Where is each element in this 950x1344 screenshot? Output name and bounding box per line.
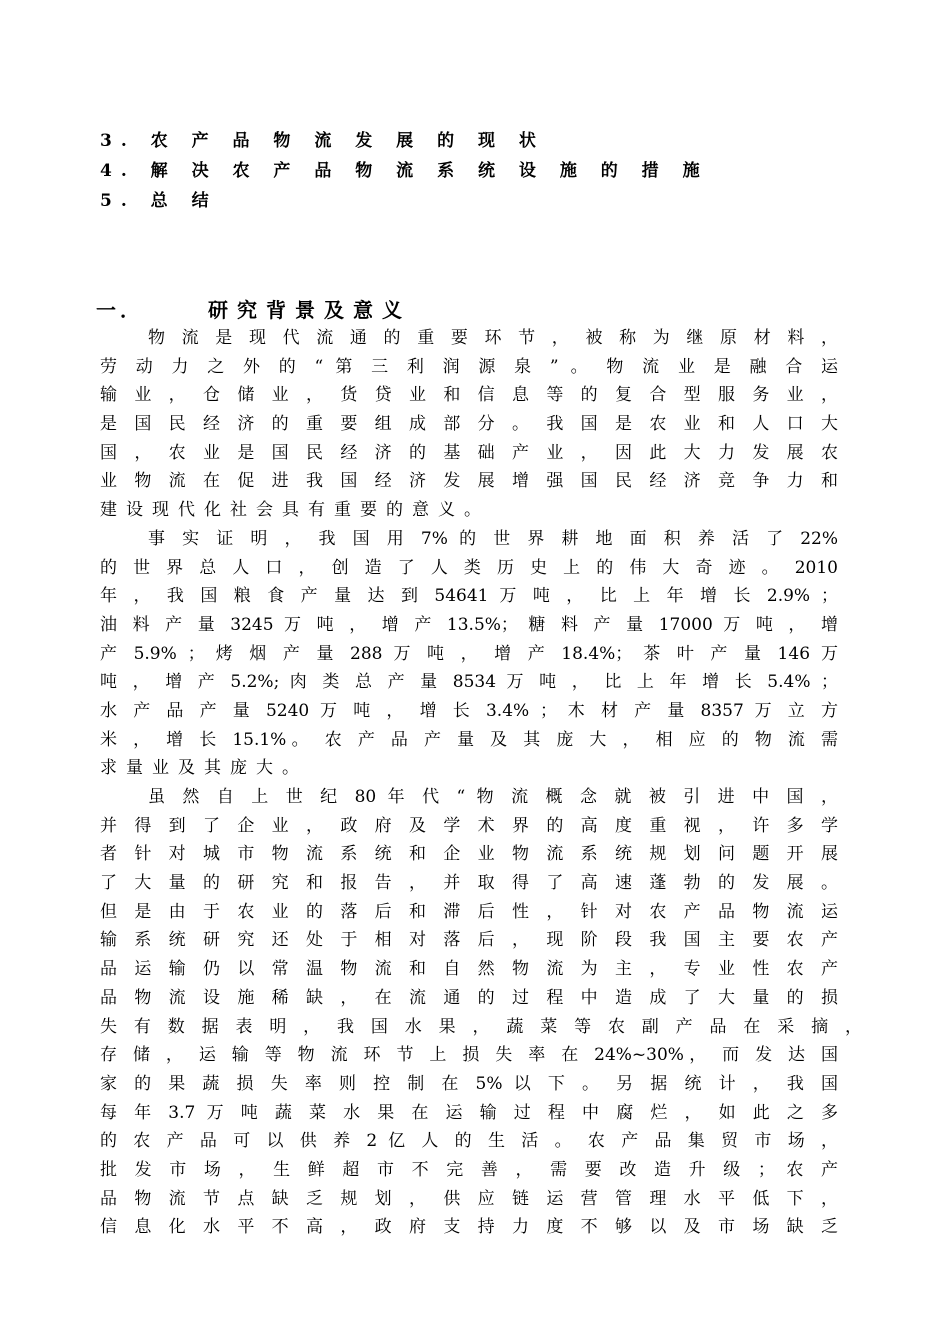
body-text	[100, 324, 862, 1242]
paragraph-1-line: 输 业 ， 仓 储 业 ， 货 贷 业 和 信 息 等 的 复 合 型 服 务 业 ，	[100, 385, 838, 406]
paragraph-3-line: 但 是 由 于 农 业 的 落 后 和 滞 后 性 ， 针 对 农 产 品 物 流 运	[100, 901, 838, 922]
paragraph-2-line: 米 ， 增 长 15.1%。 农 产 品 产 量 及 其 庞 大 ， 相 应 的 物 流 需	[100, 729, 838, 750]
outline-list	[100, 126, 860, 216]
section-heading	[96, 294, 411, 326]
paragraph-3-line: 每 年 3.7 万 吨 蔬 菜 水 果 在 运 输 过 程 中 腐 烂 ， 如 此 之 多	[100, 1102, 838, 1123]
paragraph-1-line: 物 流 是 现 代 流 通 的 重 要 环 节 ， 被 称 为 继 原 材 料 ，	[148, 328, 838, 348]
paragraph-3-line: 的 农 产 品 可 以 供 养 2 亿 人 的 生 活 。 农 产 品 集 贸 市 场 ，	[100, 1131, 838, 1152]
paragraph-3-line: 存 储 ， 运 输 等 物 流 环 节 上 损 失 率 在 24%~30%， 而 发 达 国	[100, 1045, 838, 1066]
paragraph-2-line: 吨 ， 增 产 5.2%; 肉 类 总 产 量 8534 万 吨 ， 比 上 年 增 长 5.4% ；	[100, 672, 838, 693]
paragraph-3-line: 了 大 量 的 研 究 和 报 告 ， 并 取 得 了 高 速 蓬 勃 的 发 展 。	[100, 873, 838, 894]
paragraph-1-line: 国 ， 农 业 是 国 民 经 济 的 基 础 产 业 ， 因 此 大 力 发 展 农	[100, 442, 838, 463]
paragraph-1-line: 建设现代化社会具有重要的意义。	[100, 500, 490, 521]
paragraph-3-line: 失 有 数 据 表 明 ， 我 国 水 果 ， 蔬 菜 等 农 副 产 品 在 采 摘 ，	[100, 1016, 862, 1037]
paragraph-3-line: 品 物 流 设 施 稀 缺 ， 在 流 通 的 过 程 中 造 成 了 大 量 的 损	[100, 987, 838, 1008]
paragraph-3-line: 输 系 统 研 究 还 处 于 相 对 落 后 ， 现 阶 段 我 国 主 要 农 产	[100, 930, 838, 951]
paragraph-1-line: 业 物 流 在 促 进 我 国 经 济 发 展 增 强 国 民 经 济 竞 争 力 和	[100, 471, 838, 492]
paragraph-2-line: 的 世 界 总 人 口 ， 创 造 了 人 类 历 史 上 的 伟 大 奇 迹 。 2010	[100, 557, 838, 578]
paragraph-3-line: 并 得 到 了 企 业 ， 政 府 及 学 术 界 的 高 度 重 视 ， 许 多 学	[100, 815, 838, 836]
section-number: 一．	[96, 298, 144, 322]
outline-item-3: 3. 农 产 品 物 流 发 展 的 现 状	[100, 131, 545, 151]
paragraph-3-line: 品 运 输 仍 以 常 温 物 流 和 自 然 物 流 为 主 ， 专 业 性 农 产	[100, 959, 838, 980]
paragraph-3-line: 批 发 市 场 ， 生 鲜 超 市 不 完 善 ， 需 要 改 造 升 级 ； 农 产	[100, 1159, 838, 1180]
paragraph-2-line: 产 5.9% ； 烤 烟 产 量 288 万 吨 ， 增 产 18.4%； 茶 叶 产 量 146 万	[100, 643, 838, 664]
paragraph-3-line: 虽 然 自 上 世 纪 80 年 代 “ 物 流 概 念 就 被 引 进 中 国 ，	[148, 787, 838, 807]
paragraph-3-line: 者 针 对 城 市 物 流 系 统 和 企 业 物 流 系 统 规 划 问 题 开 展	[100, 844, 838, 865]
paragraph-2-line: 事 实 证 明 ， 我 国 用 7% 的 世 界 耕 地 面 积 养 活 了 22%	[148, 528, 838, 549]
paragraph-1-line: 是 国 民 经 济 的 重 要 组 成 部 分 。 我 国 是 农 业 和 人 口 大	[100, 414, 838, 435]
paragraph-2-line: 油 料 产 量 3245 万 吨 ， 增 产 13.5%； 糖 料 产 量 17000 万 吨 ， 增	[100, 614, 838, 635]
paragraph-3-line: 品 物 流 节 点 缺 乏 规 划 ， 供 应 链 运 营 管 理 水 平 低 下 ，	[100, 1188, 838, 1209]
paragraph-1-line: 劳 动 力 之 外 的 “ 第 三 利 润 源 泉 ” 。 物 流 业 是 融 合 运	[100, 356, 838, 377]
paragraph-2-line: 水 产 品 产 量 5240 万 吨 ， 增 长 3.4% ； 木 材 产 量 8357 万 立 方	[100, 700, 838, 721]
paragraph-2-line: 年 ， 我 国 粮 食 产 量 达 到 54641 万 吨 ， 比 上 年 增 长 2.9% ；	[100, 586, 839, 607]
paragraph-3-line: 信 息 化 水 平 不 高 ， 政 府 支 持 力 度 不 够 以 及 市 场 缺 乏	[100, 1217, 838, 1238]
section-title: 研究背景及意义	[208, 298, 411, 322]
outline-item-5: 5. 总 结	[100, 191, 218, 211]
paragraph-3-line: 家 的 果 蔬 损 失 率 则 控 制 在 5% 以 下 。 另 据 统 计 ， 我 国	[100, 1073, 838, 1094]
outline-item-4: 4. 解 决 农 产 品 物 流 系 统 设 施 的 措 施	[100, 161, 709, 181]
paragraph-2-line: 求量业及其庞大。	[100, 758, 308, 779]
